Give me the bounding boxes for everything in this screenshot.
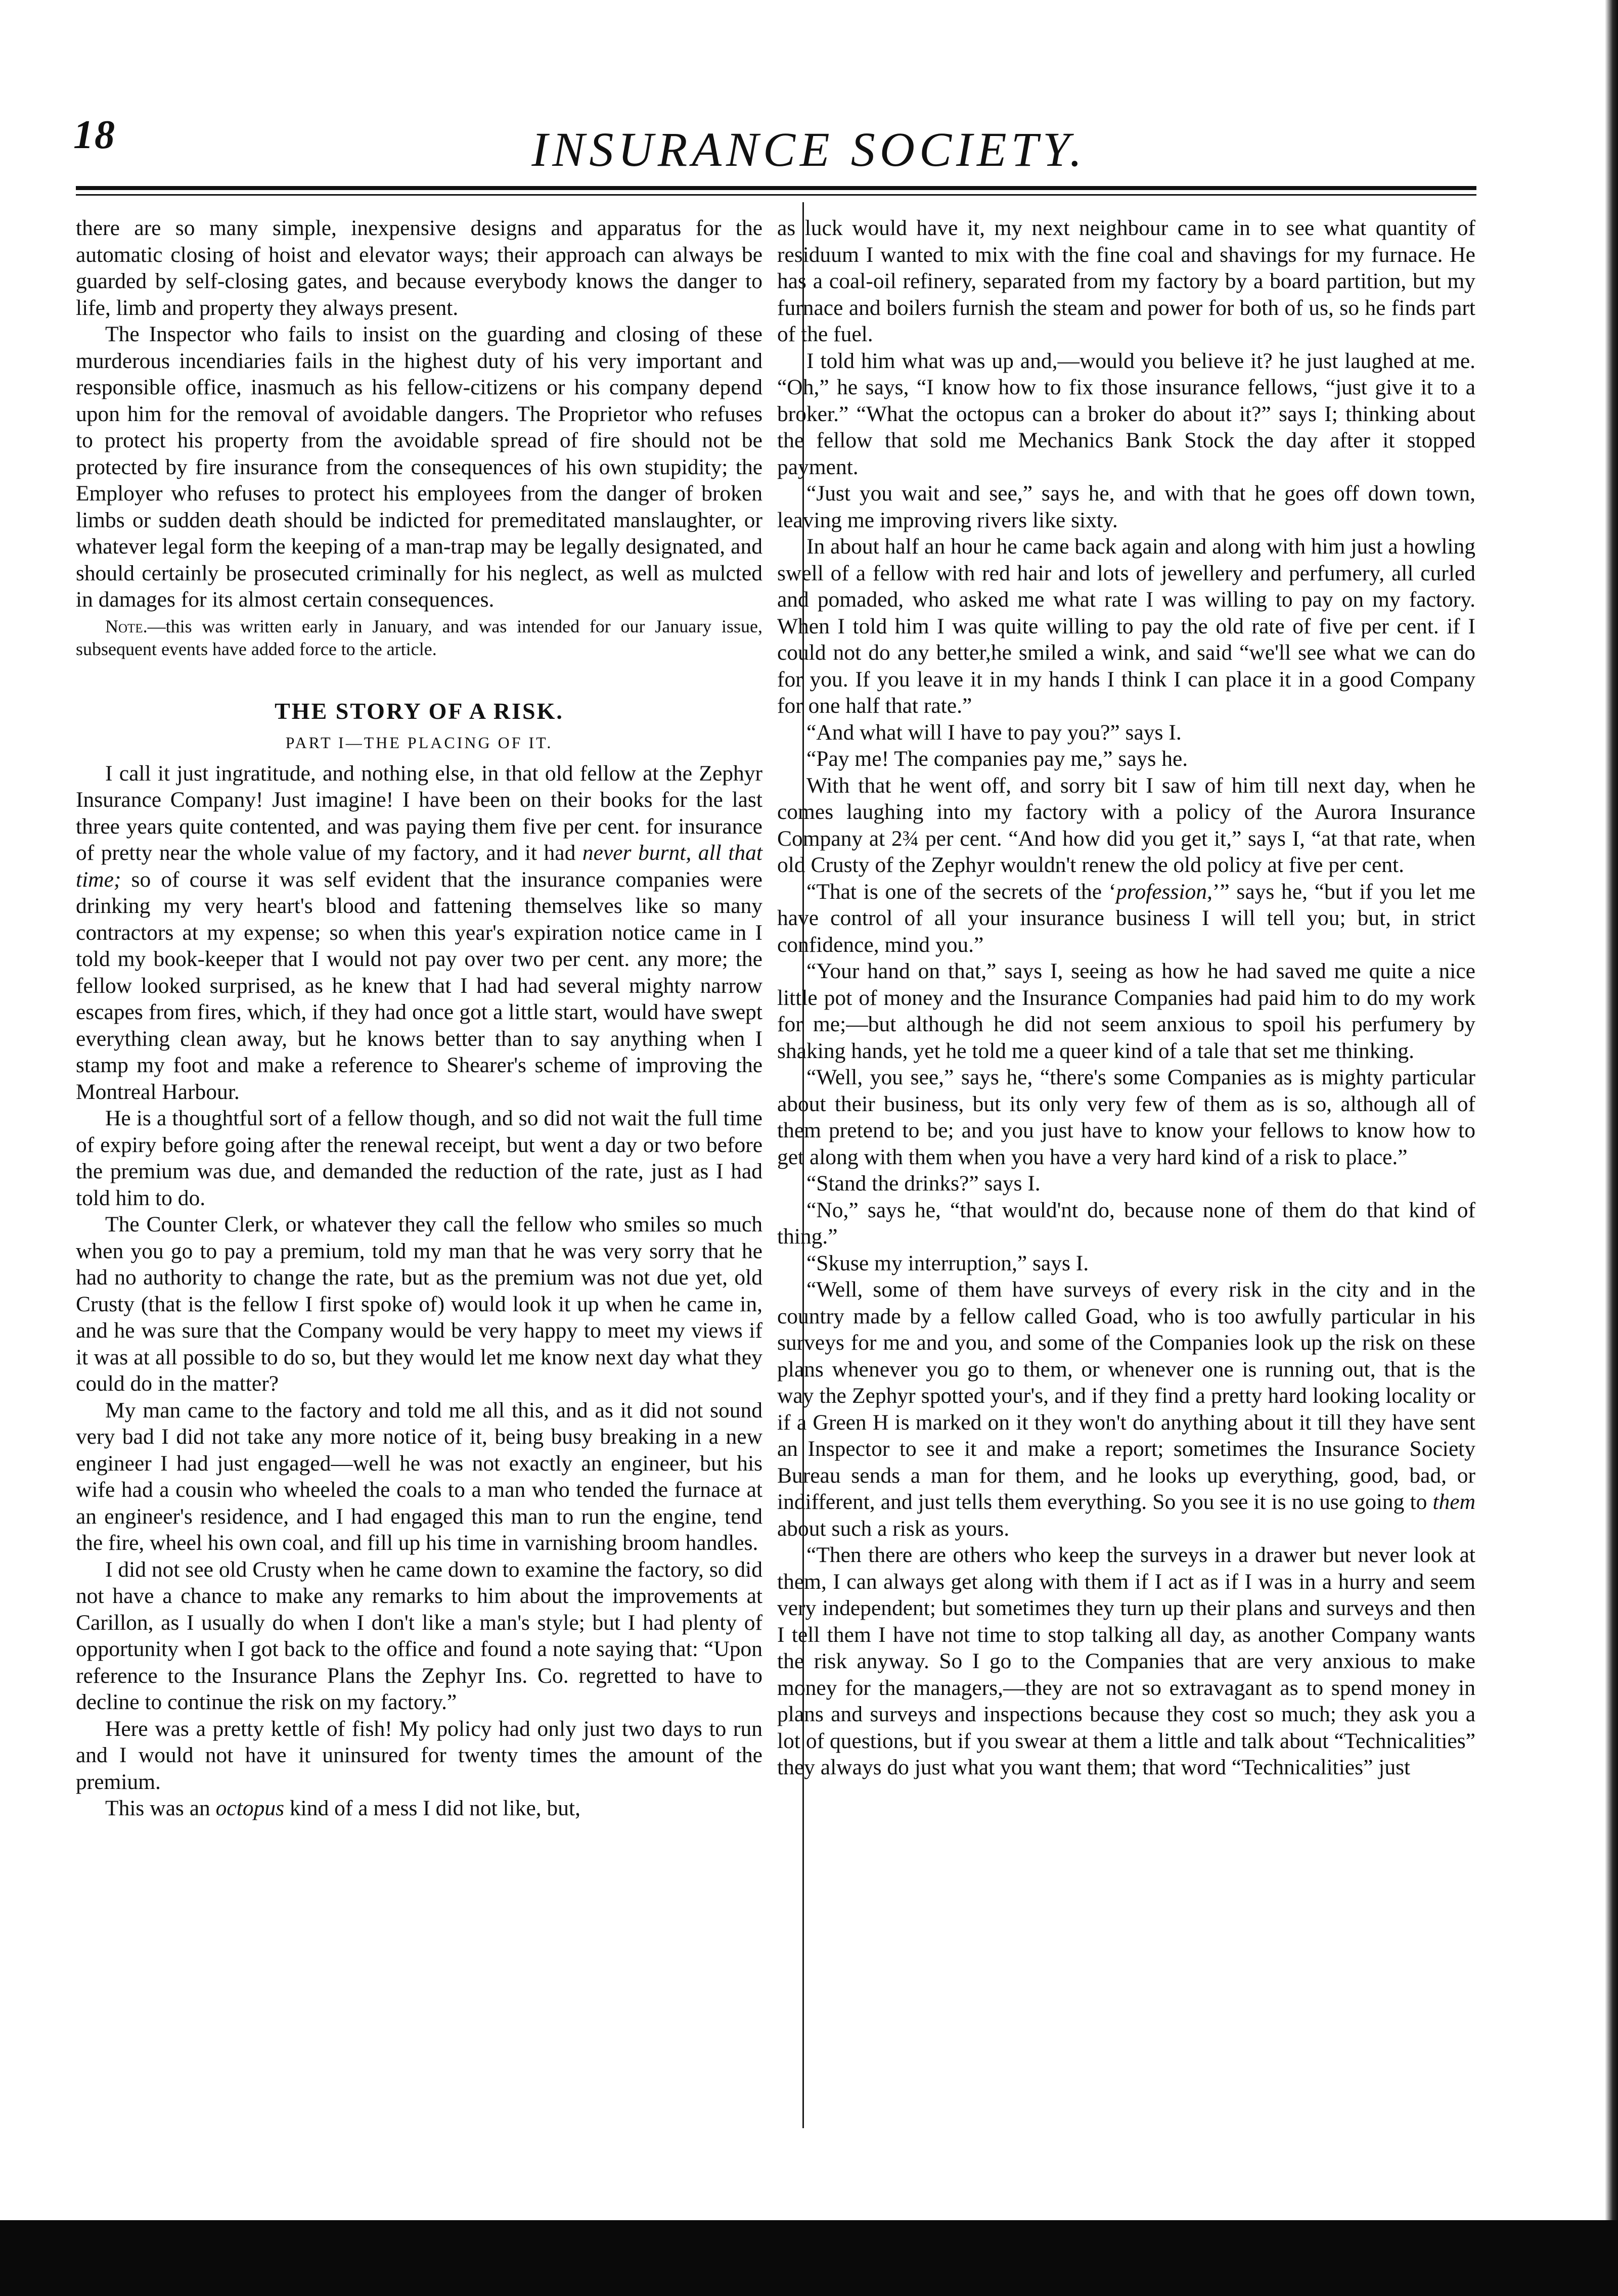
text-run: This was an (105, 1796, 216, 1820)
article-subtitle: PART I—THE PLACING OF IT. (285, 733, 553, 752)
paragraph: “Just you wait and see,” says he, and with that he goes off down town, leaving me improving rivers like sixty. (777, 481, 1475, 532)
page-number: 18 (73, 113, 116, 157)
running-head: INSURANCE SOCIETY. (531, 122, 1087, 176)
page-header (0, 0, 1618, 202)
paragraph: “Pay me! The companies pay me,” says he. (806, 747, 1188, 771)
paragraph: He is a thoughtful sort of a fellow though, and so did not wait the full time of expiry before going after the renewal receipt, but went a day or two before the premium was due, and demanded the reduction of the rate, just as I had told him to do. (76, 1106, 762, 1210)
scan-edge-right (1605, 0, 1618, 2296)
paragraph: as luck would have it, my next neighbour came in to see what quantity of residuum I wanted to mix with the fine coal and shavings for my furnace. He has a coal-oil refinery, separated from my factory by a board partition, but my furnace and boilers furnish the steam and power for both of us, so he finds part of the fuel. (777, 216, 1475, 346)
paragraph: “Well, you see,” says he, “there's some Companies as is mighty particular about their business, but its only very few of them as is so, although all of them pretend to be; and you just have to know your fellows to know how to get along with them when you have a very hard kind of a risk to place.” (777, 1065, 1475, 1169)
editor-note (76, 615, 762, 661)
paragraph: “Skuse my interruption,” says I. (806, 1251, 1089, 1275)
article-title: THE STORY OF A RISK. (275, 698, 564, 724)
paragraph: “Stand the drinks?” says I. (806, 1171, 1041, 1196)
italic-run: profession, (1116, 879, 1212, 904)
left-column (76, 215, 762, 1822)
paragraph: With that he went off, and sorry bit I saw of him till next day, when he comes laughing into my factory with a policy of the Aurora Insurance Company at 2¾ per cent. “And how did you get it,” says I, “at that rate, when old Crusty of the Zephyr wouldn't renew the old policy at five per cent. (777, 773, 1475, 877)
text-run: about such a risk as yours. (777, 1516, 1010, 1541)
paragraph (777, 1276, 1475, 1542)
text-run: I call it just ingratitude, and nothing else, in that old fellow at the Zephyr Insurance Company! Just imagine! I have been on their books for the last three years quite contented, and was paying them five per cent. for insurance of pretty near the whole value of my factory, and it had (76, 761, 762, 865)
text-run: “That is one of the secrets of the ‘ (806, 879, 1116, 904)
paragraph: In about half an hour he came back again and along with him just a howling swell of a fellow with red hair and lots of jewellery and perfumery, all curled and pomaded, who asked me what rate I was willing to pay on my factory. When I told him I was quite willing to pay the old rate of five per cent. if I could not do any better,he smiled a wink, and said “we'll see what we can do for you. If you leave it in my hands I think I can place it in a good Company for one half that rate.” (777, 534, 1475, 718)
paragraph: “No,” says he, “that would'nt do, because none of them do that kind of thing.” (777, 1198, 1475, 1249)
text-run: kind of a mess I did not like, but, (284, 1796, 580, 1820)
note-label: Note. (105, 616, 148, 636)
paragraph: “Then there are others who keep the surveys in a drawer but never look at them, I can always get along with them if I act as if I was in a hurry and seem very independent; but sometimes they turn up their plans and surveys and then I tell them I have not time to stop talking all day, as another Company wants the risk anyway. So I go to the Companies that are very anxious to make money for the managers,—they are not so extravagant as to spend money in plans and surveys and inspections because they cost so much; they ask you a lot of questions, but if you swear at them a little and talk about “Technicalities” they always do just what you want them; that word “Technicalities” just (777, 1543, 1475, 1779)
header-rule-thick (76, 186, 1476, 190)
paragraph: The Counter Clerk, or whatever they call the fellow who smiles so much when you go to pay a premium, told my man that he was very sorry that he had no authority to change the rate, but as the premium was not due yet, old Crusty (that is the fellow I first spoke of) would look it up when he came in, and he was sure that the Company would be very happy to meet my views if it was at all possible to do so, but they would let me know next day what they could do in the matter? (76, 1212, 762, 1396)
italic-run: them (1432, 1490, 1475, 1514)
paragraph: My man came to the factory and told me all this, and as it did not sound very bad I did not take any more notice of it, being busy breaking in a new engineer I had just engaged—well he was not exactly an engineer, but his wife had a cousin who wheeled the coals to a man who tended the furnace at an engineer's residence, and I had engaged this man to run the engine, tend the fire, wheel his own coal, and fill up his time in varnishing broom handles. (76, 1398, 762, 1555)
scan-edge-bottom (0, 2220, 1618, 2296)
note-text: —this was written early in January, and was intended for our January issue, subsequent events have added force to the article. (76, 616, 762, 659)
paragraph: Here was a pretty kettle of fish! My policy had only just two days to run and I would not have it uninsured for twenty times the amount of the premium. (76, 1716, 762, 1794)
right-column (777, 215, 1475, 1781)
paragraph: “Your hand on that,” says I, seeing as how he had saved me quite a nice little pot of money and the Insurance Companies had paid him to do my work for me;—but although he did not seem anxious to spoil his perfumery by shaking hands, yet he told me a queer kind of a tale that set me thinking. (777, 959, 1475, 1063)
text-run: so of course it was self evident that the insurance companies were drinking my very heart's blood and fattening themselves like so many contractors at my expense; so when this year's expiration notice came in I told my book-keeper that I would not pay over two per cent. any more; the fellow looked surprised, as he knew that I had had several mighty narrow escapes from fires, which, if they had once got a little start, would have swept everything clean away, but he knows better than to say anything when I stamp my foot and make a reference to Shearer's scheme of improving the Montreal Harbour. (76, 867, 762, 1104)
paragraph (76, 760, 762, 1106)
paragraph: I did not see old Crusty when he came down to examine the factory, so did not have a chance to make any remarks to him about the improvements at Carillon, as I usually do when I don't like a man's style; but I had plenty of opportunity when I got back to the office and found a note saying that: “Upon reference to the Insurance Plans the Zephyr Ins. Co. regretted to have to decline to continue the risk on my factory.” (76, 1557, 762, 1714)
italic-run: never burnt, all that time; (76, 841, 762, 892)
header-rule-thin (76, 194, 1476, 196)
paragraph: I told him what was up and,—would you believe it? he just laughed at me. “Oh,” he says, “I know how to fix those insurance fellows, “just give it to a broker.” “What the octopus can a broker do about it?” says I; thinking about the fellow that sold me Mechanics Bank Stock the day after it stopped payment. (777, 348, 1475, 479)
paragraph (76, 1795, 762, 1822)
paragraph: there are so many simple, inexpensive designs and apparatus for the automatic closing of hoist and elevator ways; their approach can always be guarded by self-closing gates, and because everybody knows the danger to life, limb and property they always present. (76, 216, 762, 320)
paragraph: “And what will I have to pay you?” says I. (806, 720, 1182, 745)
text-run: ’” says he, “but if you let me have control of all your insurance business I will tell you; but, in strict confidence, mind you.” (777, 879, 1475, 957)
paragraph (777, 879, 1475, 958)
paragraph: The Inspector who fails to insist on the guarding and closing of these murderous incendiaries fails in the highest duty of his very important and responsible office, inasmuch as his fellow-citizens or his company depend upon him for the removal of avoidable dangers. The Proprietor who refuses to protect his property from the avoidable spread of fire should not be protected by fire insurance from the consequences of his own stupidity; the Employer who refuses to protect his employees from the danger of broken limbs or sudden death should be indicted for premeditated manslaughter, or whatever legal form the keeping of a man-trap may be legally designated, and should certainly be prosecuted criminally for his neglect, as well as mulcted in damages for its almost certain consequences. (76, 322, 762, 612)
text-run: “Well, some of them have surveys of every risk in the city and in the country made by a fellow called Goad, who is too awfully particular in his surveys for me and you, and some of the Companies look up the risk on these plans whenever you go to them, or whenever one is running out, that is the way the Zephyr spotted your's, and if they find a pretty hard looking locality or if a Green H is marked on it they won't do anything about it till they have sent an Inspector to see it and make a report; sometimes the Insurance Society Bureau sends a man for them, and he looks up everything, good, bad, or indifferent, and just tells them everything. So you see it is no use going to (777, 1277, 1475, 1514)
italic-run: octopus (215, 1796, 284, 1820)
